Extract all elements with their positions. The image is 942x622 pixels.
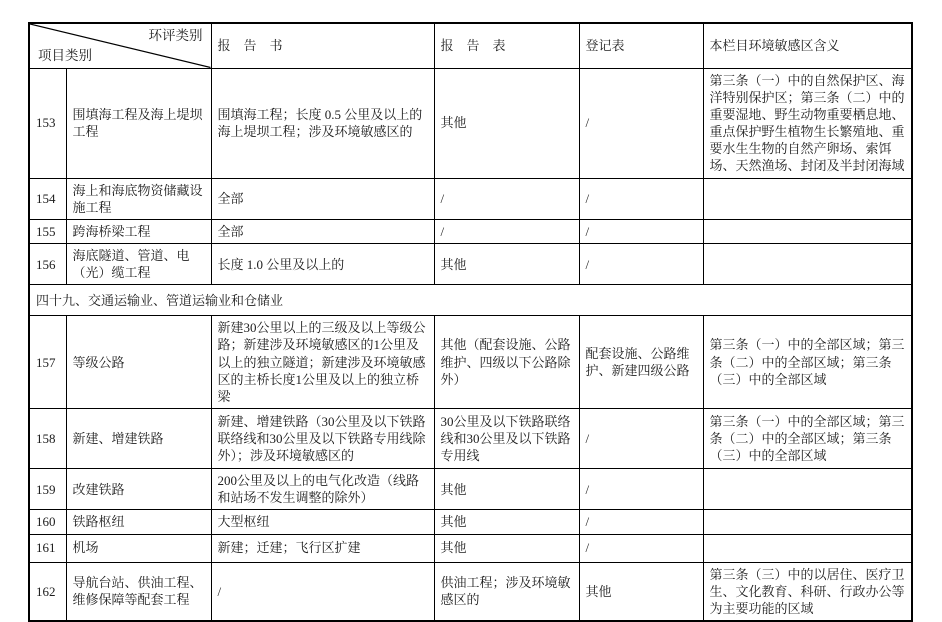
registration-form-cell: / bbox=[579, 510, 703, 534]
section-header-label: 四十九、交通运输业、管道运输业和仓储业 bbox=[29, 285, 912, 316]
table-row-156 bbox=[29, 243, 912, 284]
registration-form-cell: / bbox=[579, 534, 703, 562]
report-form-cell: 30公里及以下铁路联络线和30公里及以下铁路专用线 bbox=[434, 409, 579, 469]
project-category-cell: 铁路枢纽 bbox=[66, 510, 211, 534]
row-number: 160 bbox=[29, 510, 66, 534]
report-book-cell: 全部 bbox=[211, 178, 434, 219]
row-number: 153 bbox=[29, 68, 66, 178]
report-book-cell: 围填海工程；长度 0.5 公里及以上的海上堤坝工程；涉及环境敏感区的 bbox=[211, 68, 434, 178]
table-row-153 bbox=[29, 68, 912, 178]
report-book-cell: 新建30公里以上的三级及以上等级公路；新建涉及环境敏感区的1公里及以上的独立隧道；新建涉及环境敏感区的主桥长度1公里及以上的独立桥梁 bbox=[211, 316, 434, 409]
row-number: 154 bbox=[29, 178, 66, 219]
table-row-159 bbox=[29, 469, 912, 510]
table-row-155 bbox=[29, 219, 912, 243]
sensitive-meaning-cell bbox=[703, 534, 912, 562]
registration-form-cell: / bbox=[579, 243, 703, 284]
report-book-cell: / bbox=[211, 562, 434, 621]
registration-form-cell: 其他 bbox=[579, 562, 703, 621]
table-row-158 bbox=[29, 409, 912, 469]
section-header-row bbox=[29, 285, 912, 316]
report-form-cell: 其他（配套设施、公路维护、四级以下公路除外） bbox=[434, 316, 579, 409]
sensitive-meaning-cell: 第三条（三）中的以居住、医疗卫生、文化教育、科研、行政办公等为主要功能的区域 bbox=[703, 562, 912, 621]
report-book-cell: 新建、增建铁路（30公里及以下铁路联络线和30公里及以下铁路专用线除外）；涉及环境敏感区的 bbox=[211, 409, 434, 469]
sensitive-meaning-cell bbox=[703, 510, 912, 534]
registration-form-cell: / bbox=[579, 178, 703, 219]
row-number: 161 bbox=[29, 534, 66, 562]
report-form-cell: 其他 bbox=[434, 243, 579, 284]
report-form-cell: 其他 bbox=[434, 510, 579, 534]
report-book-cell: 全部 bbox=[211, 219, 434, 243]
column-header-sensitive-meaning: 本栏目环境敏感区含义 bbox=[703, 23, 912, 68]
row-number: 162 bbox=[29, 562, 66, 621]
report-book-cell: 200公里及以上的电气化改造（线路和站场不发生调整的除外） bbox=[211, 469, 434, 510]
row-number: 158 bbox=[29, 409, 66, 469]
column-header-registration-form: 登记表 bbox=[579, 23, 703, 68]
sensitive-meaning-cell: 第三条（一）中的全部区域；第三条（二）中的全部区域；第三条（三）中的全部区域 bbox=[703, 409, 912, 469]
sensitive-meaning-cell bbox=[703, 219, 912, 243]
sensitive-meaning-cell bbox=[703, 469, 912, 510]
registration-form-cell: / bbox=[579, 409, 703, 469]
row-number: 156 bbox=[29, 243, 66, 284]
registration-form-cell: / bbox=[579, 68, 703, 178]
report-form-cell: / bbox=[434, 219, 579, 243]
report-form-cell: 其他 bbox=[434, 534, 579, 562]
registration-form-cell: 配套设施、公路维护、新建四级公路 bbox=[579, 316, 703, 409]
report-form-cell: 供油工程；涉及环境敏感区的 bbox=[434, 562, 579, 621]
project-category-label: 项目类别 bbox=[38, 47, 92, 63]
report-book-cell: 大型枢纽 bbox=[211, 510, 434, 534]
project-category-cell: 跨海桥梁工程 bbox=[66, 219, 211, 243]
eia-category-table bbox=[28, 22, 913, 622]
sensitive-meaning-cell: 第三条（一）中的自然保护区、海洋特别保护区；第三条（二）中的重要湿地、野生动物重要栖息地、重点保护野生植物生长繁殖地、重要水生生物的自然产卵场、索饵场、天然渔场、封闭及半封闭海域 bbox=[703, 68, 912, 178]
table-row-160 bbox=[29, 510, 912, 534]
project-category-cell: 改建铁路 bbox=[66, 469, 211, 510]
report-form-cell: 其他 bbox=[434, 68, 579, 178]
project-category-cell: 导航台站、供油工程、维修保障等配套工程 bbox=[66, 562, 211, 621]
report-book-cell: 长度 1.0 公里及以上的 bbox=[211, 243, 434, 284]
project-category-cell: 围填海工程及海上堤坝工程 bbox=[66, 68, 211, 178]
project-category-cell: 机场 bbox=[66, 534, 211, 562]
table-row-157 bbox=[29, 316, 912, 409]
table-header-row bbox=[29, 23, 912, 68]
project-category-cell: 新建、增建铁路 bbox=[66, 409, 211, 469]
report-form-cell: / bbox=[434, 178, 579, 219]
sensitive-meaning-cell bbox=[703, 178, 912, 219]
row-number: 155 bbox=[29, 219, 66, 243]
sensitive-meaning-cell: 第三条（一）中的全部区域；第三条（二）中的全部区域；第三条（三）中的全部区域 bbox=[703, 316, 912, 409]
table-row-161 bbox=[29, 534, 912, 562]
column-header-report-book: 报 告 书 bbox=[211, 23, 434, 68]
project-category-cell: 海上和海底物资储藏设施工程 bbox=[66, 178, 211, 219]
sensitive-meaning-cell bbox=[703, 243, 912, 284]
table-row-154 bbox=[29, 178, 912, 219]
table-row-162 bbox=[29, 562, 912, 621]
column-header-report-form: 报 告 表 bbox=[434, 23, 579, 68]
report-book-cell: 新建；迁建；飞行区扩建 bbox=[211, 534, 434, 562]
report-form-cell: 其他 bbox=[434, 469, 579, 510]
row-number: 159 bbox=[29, 469, 66, 510]
eia-category-label: 环评类别 bbox=[148, 28, 203, 43]
registration-form-cell: / bbox=[579, 219, 703, 243]
diagonal-header-cell bbox=[29, 23, 211, 68]
row-number: 157 bbox=[29, 316, 66, 409]
project-category-cell: 等级公路 bbox=[66, 316, 211, 409]
project-category-cell: 海底隧道、管道、电（光）缆工程 bbox=[66, 243, 211, 284]
registration-form-cell: / bbox=[579, 469, 703, 510]
